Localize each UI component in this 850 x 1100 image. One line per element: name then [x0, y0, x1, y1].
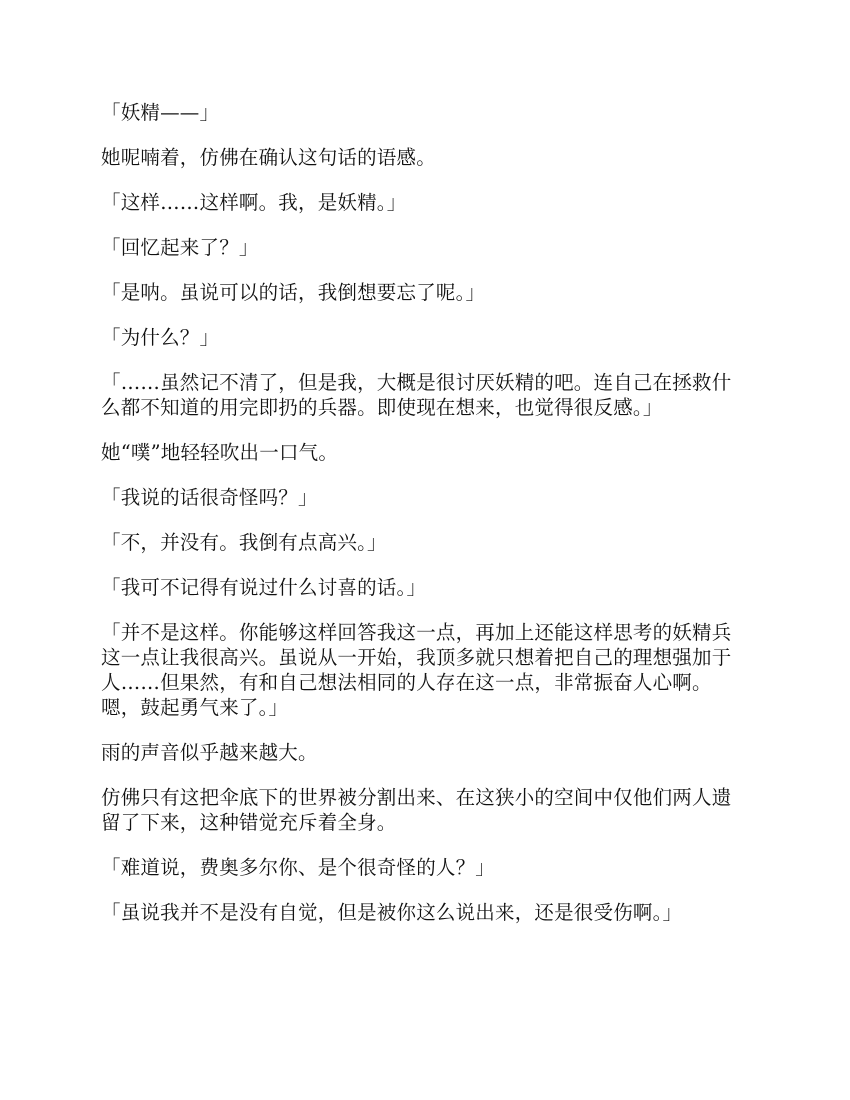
- paragraph-dialogue: 「并不是这样。你能够这样回答我这一点，再加上还能这样思考的妖精兵这一点让我很高兴。虽说从一开始，我顶多就只想着把自己的理想强加于人……但果然，有和自己想法相同的人存在这一点，非常振奋人心啊。嗯，鼓起勇气来了。」: [101, 621, 732, 719]
- paragraph-dialogue: 「是呐。虽说可以的话，我倒想要忘了呢。」: [101, 281, 486, 304]
- paragraph-dialogue: 「不，并没有。我倒有点高兴。」: [101, 531, 387, 554]
- paragraph-dialogue: 「为什么？」: [101, 326, 220, 349]
- paragraph-dialogue: 「我说的话很奇怪吗？」: [101, 486, 318, 509]
- document-page: [101, 100, 751, 945]
- paragraph-narration: 她“噗”地轻轻吹出一口气。: [101, 441, 339, 464]
- paragraph-narration: 雨的声音似乎越来越大。: [101, 741, 318, 764]
- paragraph-dialogue: 「难道说，费奥多尔你、是个很奇怪的人？」: [101, 856, 496, 879]
- paragraph-narration: 仿佛只有这把伞底下的世界被分割出来、在这狭小的空间中仅他们两人遗留了下来，这种错觉充斥着全身。: [101, 786, 732, 834]
- paragraph-dialogue: 「……虽然记不清了，但是我，大概是很讨厌妖精的吧。连自己在拯救什么都不知道的用完即扔的兵器。即使现在想来，也觉得很反感。」: [101, 371, 732, 419]
- paragraph-dialogue: 「回忆起来了？」: [101, 236, 259, 259]
- paragraph-dialogue: 「这样……这样啊。我，是妖精。」: [101, 191, 407, 214]
- paragraph-dialogue: 「虽说我并不是没有自觉，但是被你这么说出来，还是很受伤啊。」: [101, 901, 683, 924]
- paragraph-narration: 她呢喃着，仿佛在确认这句话的语感。: [101, 146, 436, 169]
- paragraph-dialogue: 「我可不记得有说过什么讨喜的话。」: [101, 576, 427, 599]
- paragraph-dialogue: 「妖精——」: [101, 101, 220, 124]
